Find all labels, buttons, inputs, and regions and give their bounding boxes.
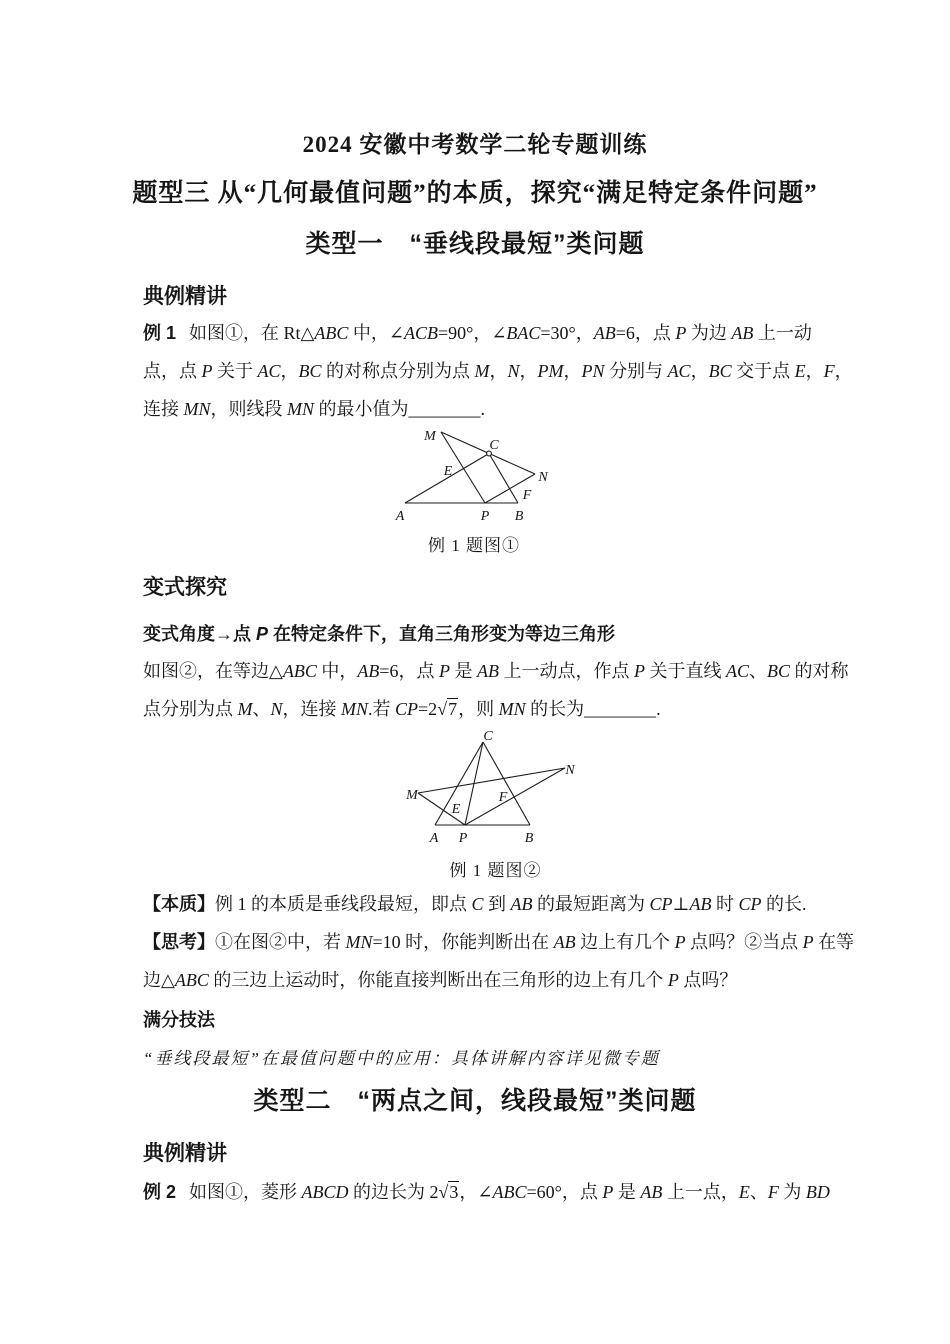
variation-text-2: 点分别为点 M、N，连接 MN.若 CP=2√7，则 MN 的长为________. bbox=[143, 699, 661, 719]
figure1-caption: 例 1 题图① bbox=[428, 536, 520, 555]
example1-line-3 bbox=[143, 396, 485, 422]
point-label-e: E bbox=[451, 802, 461, 817]
essence-label: 【本质】 bbox=[143, 894, 215, 914]
example1-text-3: 连接 MN，则线段 MN 的最小值为________. bbox=[143, 399, 485, 419]
example2-label: 例 2 bbox=[143, 1182, 177, 1202]
thinking-label: 【思考】 bbox=[143, 932, 215, 952]
example1-label: 例 1 bbox=[143, 323, 177, 343]
type2-heading: 类型二 “两点之间，线段最短”类问题 bbox=[253, 1087, 697, 1115]
thinking-line-2 bbox=[143, 967, 737, 993]
figure2-lines bbox=[418, 742, 565, 825]
type1-heading: 类型一 “垂线段最短”类问题 bbox=[305, 230, 645, 258]
section-heading-lecture-2: 典例精讲 bbox=[143, 1142, 227, 1165]
point-label-a: A bbox=[429, 831, 439, 846]
thinking-line-1 bbox=[143, 929, 854, 955]
technique-text: “垂线段最短”在最值问题中的应用：具体讲解内容详见微专题 bbox=[143, 1049, 660, 1068]
point-label-a: A bbox=[395, 509, 405, 524]
point-label-c: C bbox=[489, 438, 499, 453]
point-label-n: N bbox=[565, 763, 575, 778]
thinking-text-2: 边△ABC 的三边上运动时，你能直接判断出在三角形的边上有几个 P 点吗？ bbox=[143, 970, 738, 990]
point-label-f: F bbox=[498, 790, 508, 805]
example1-text-1: 如图①，在 Rt△ABC 中，∠ACB=90°，∠BAC=30°，AB=6，点 P 为边 AB 上一动 bbox=[189, 323, 812, 343]
segment-bc bbox=[483, 742, 530, 825]
figure2-labels bbox=[405, 729, 575, 846]
figure2-caption: 例 1 题图② bbox=[449, 861, 542, 880]
example1-text-2: 点，点 P 关于 AC，BC 的对称点分别为点 M，N，PM，PN 分别与 AC，BC 交于点 E，F， bbox=[143, 361, 853, 381]
variation-line-1 bbox=[143, 658, 849, 684]
point-label-p: P bbox=[458, 831, 468, 846]
thinking-text-1: ①在图②中，若 MN=10 时，你能判断出在 AB 边上有几个 P 点吗？②当点 P 在等 bbox=[215, 932, 855, 952]
point-label-c: C bbox=[483, 729, 493, 744]
section-heading-lecture-1: 典例精讲 bbox=[143, 285, 227, 308]
figure1-labels bbox=[395, 429, 549, 524]
essence-text: 例 1 的本质是垂线段最短，即点 C 到 AB 的最短距离为 CP⊥AB 时 CP 的长. bbox=[215, 894, 807, 914]
variation-angle-line: 变式角度→点 P 在特定条件下，直角三角形变为等边三角形 bbox=[143, 624, 616, 644]
variation-line-2 bbox=[143, 696, 661, 722]
variation-text-1: 如图②，在等边△ABC 中，AB=6，点 P 是 AB 上一动点，作点 P 关于直线 AC、BC 的对称 bbox=[143, 661, 849, 681]
technique-heading: 满分技法 bbox=[143, 1010, 215, 1030]
point-label-f: F bbox=[522, 488, 532, 503]
point-label-b: B bbox=[524, 831, 534, 846]
point-label-m: M bbox=[424, 429, 436, 444]
essence-line bbox=[143, 891, 806, 917]
example1-line-1 bbox=[143, 320, 812, 346]
page-subtitle: 题型三 从“几何最值问题”的本质，探究“满足特定条件问题” bbox=[132, 180, 818, 207]
example1-line-2 bbox=[143, 358, 853, 384]
point-label-p: P bbox=[480, 509, 490, 524]
point-label-e: E bbox=[443, 464, 453, 479]
page-title: 2024 安徽中考数学二轮专题训练 bbox=[302, 132, 648, 157]
point-label-n: N bbox=[538, 470, 548, 485]
example2-text-1: 如图①，菱形 ABCD 的边长为 2√3，∠ABC=60°，点 P 是 AB 上一点，E、F 为 BD bbox=[189, 1182, 830, 1202]
example2-line-1 bbox=[143, 1179, 830, 1205]
figure-example1-diagram-2 bbox=[403, 723, 588, 848]
figure-example1-diagram-1 bbox=[388, 421, 560, 527]
point-label-m: M bbox=[406, 788, 418, 803]
segment-bc bbox=[489, 454, 518, 504]
point-label-b: B bbox=[514, 509, 524, 524]
section-heading-variation: 变式探究 bbox=[143, 576, 227, 599]
